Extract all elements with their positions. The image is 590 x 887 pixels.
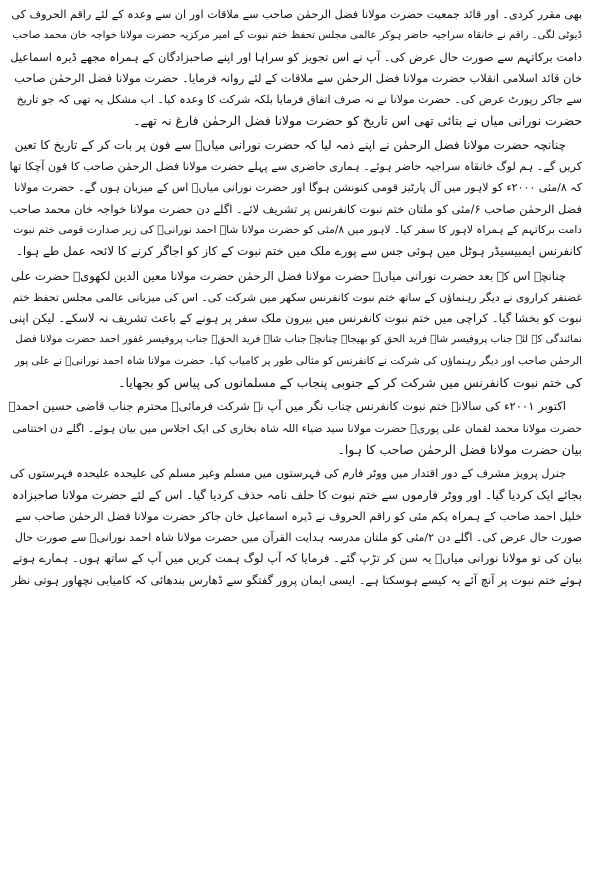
text-line: کہ ۸/مئی ۲۰۰۰ء کو لاہور میں آل پارٹیز قومی کنونشن ہوگا اور حضرت نورانی میاںؒ اس کے میزبان ہوں گے۔ حضرت مولانا — [14, 181, 582, 195]
text-line: حضرت نورانی میاں نے بتائی تھی اس تاریخ کو حضرت مولانا فضل الرحمٰن فارغ نہ تھے۔ — [133, 113, 582, 129]
text-line: دامت برکاتہم سے صورت حال عرض کی۔ آپ نے اس تجویز کو سراہا اور اپنے صاحبزادگان کے ہمراہ مجھے ڈیرہ اسماعیل — [10, 49, 582, 64]
text-line: غضنفر کراروی نے دیگر رہنماؤں کے ساتھ ختم نبوت کانفرنس سکھر میں شرکت کی۔ اس کی میزبانی عالمی مجلس تحفظ ختم — [12, 290, 582, 304]
text-line: بھی مقرر کردی۔ اور قائد جمعیت حضرت مولانا فضل الرحمٰن صاحب سے ملاقات اور ان سے وعدہ کے لئے راقم الحروف کی — [11, 8, 582, 21]
paragraph-4 — [8, 396, 582, 460]
text-line: خان قائد اسلامی انقلاب حضرت مولانا فضل الرحمٰن سے ملاقات کے لئے روانہ فرمایا۔ حضرت مولانا فضل الرحمٰن صاحب — [14, 70, 582, 85]
text-line: صورت حال عرض کی۔ اگلے دن ۲/مئی کو ملتان مدرسہ ہدایت القرآن میں حضرت مولانا شاہ احمد نورانیؒ سے صورت حال — [14, 531, 582, 545]
text-line: نبوت کو بخشا گیا۔ کراچی میں ختم نبوت کانفرنس میں بیرون ملک سفر پر ہونے کے باعث تشریف نہ لاسکے۔ لیکن اپنی — [9, 311, 582, 326]
text-line: چنانچہ حضرت مولانا فضل الرحمٰن نے اپنے ذمہ لیا کہ حضرت نورانی میاںؒ سے فون پر بات کر کے تاریخ کا تعین — [14, 137, 566, 152]
paragraph-3 — [8, 266, 582, 394]
text-line: بیان حضرت مولانا فضل الرحمٰن صاحب کا ہوا۔ — [337, 441, 582, 457]
text-line: کی ختم نبوت کانفرنس میں شرکت کر کے جنوبی پنجاب کے مسلمانوں کی پیاس کو بجھایا۔ — [118, 375, 582, 391]
text-line: حضرت مولانا محمد لقمان علی پوریؒ حضرت مولانا سید ضیاء اللہ شاہ بخاری کی ایک اجلاس میں بیان ہوئے۔ اگلے دن اختتامی — [12, 421, 582, 435]
text-line: اکتوبر ۲۰۰۱ء کی سالانہ ختم نبوت کانفرنس چناب نگر میں آپ نے شرکت فرمائی۔ محترم جناب قاضی حسین احمدؒ — [8, 399, 566, 414]
text-line: بیان کی تو مولانا نورانی میاںؒ یہ سن کر تڑپ گئے۔ فرمایا کہ آپ لوگ ہمت کریں میں آپ کے ساتھ ہوں۔ ہمارے ہوتے — [12, 551, 582, 566]
text-line: کریں گے۔ ہم لوگ خانقاہ سراجیہ حاضر ہوئے۔ ہماری حاضری سے پہلے حضرت مولانا فضل الرحمٰن صاحب کا فون آچکا تھا — [9, 160, 582, 174]
text-line: نمائندگی کے لئے جناب پروفیسر شاہ فرید الحق کو بھیجا۔ چنانچہ جناب شاہ فرید الحقؒ جناب پروفیسر غفور احمد حضرت مولانا فضل — [15, 334, 582, 346]
text-line: کانفرنس ایمبیسیڈر ہوٹل میں ہوئی جس سے پورے ملک میں ختم نبوت کے کاز کو اجاگر کرنے کا لائحہ عمل طے ہوا۔ — [15, 244, 582, 259]
text-line: سے جاکر رپورٹ عرض کی۔ حضرت مولانا نے نہ صرف اتفاق فرمایا بلکہ شرکت کا وعدہ کیا۔ اب مشکل یہ تھی کہ جو تاریخ — [16, 93, 582, 107]
paragraph-2 — [8, 135, 582, 263]
text-line: خلیل احمد صاحب کے ہمراہ یکم مئی کو راقم الحروف نے ڈیرہ اسماعیل خان جاکر حضرت مولانا فضل الرحمٰن صاحب سے — [15, 509, 582, 523]
text-line: بجائے ایک کردیا گیا۔ اور ووٹر فارموں سے ختم نبوت کا حلف نامہ حذف کردیا گیا۔ اس کے لئے حضرت مولانا صاحبزادہ — [11, 487, 582, 502]
text-line: جنرل پرویز مشرف کے دور اقتدار میں ووٹر فارم کی فہرستوں میں مسلم وغیر مسلم کی علیحدہ علیحدہ فہرستوں کی — [9, 467, 566, 481]
text-line: چنانچہ اس کے بعد حضرت نورانی میاںؒ حضرت مولانا فضل الرحمٰن حضرت مولانا معین الدین لکھویؒ حضرت علی — [10, 268, 566, 283]
text-line: ڈیوٹی لگی۔ راقم نے خانقاہ سراجیہ حاضر ہوکر عالمی مجلس تحفظ ختم نبوت کے امیر مرکزیہ حضرت مولانا خواجہ خان محمد صاحب — [12, 30, 582, 42]
text-line: الرحمٰن صاحب اور دیگر رہنماؤں کی شرکت نے کانفرنس کو مثالی طور پر کامیاب کیا۔ حضرت مولانا شاہ احمد نورانیؒ نے علی پور — [14, 354, 582, 367]
text-line: ہوئے ختم نبوت پر آنچ آئے یہ کیسے ہوسکتا ہے۔ ایسی ایمان پرور گفتگو سے ڈھارس بندھائی کہ کامیابی نچھاور ہوتی نظر — [11, 572, 582, 587]
text-line: فضل الرحمٰن صاحب ۶/مئی کو ملتان ختم نبوت کانفرنس پر تشریف لائے۔ اگلے دن حضرت مولانا خواجہ خان محمد صاحب — [9, 201, 582, 216]
paragraph-1 — [8, 4, 582, 132]
paragraph-5 — [8, 463, 582, 591]
text-line: دامت برکاتہم کے ہمراہ لاہور کا سفر کیا۔ لاہور میں ۸/مئی کو حضرت مولانا شاہ احمد نورانیؒ کی زیر صدارت قومی ختم نبوت — [13, 223, 582, 236]
